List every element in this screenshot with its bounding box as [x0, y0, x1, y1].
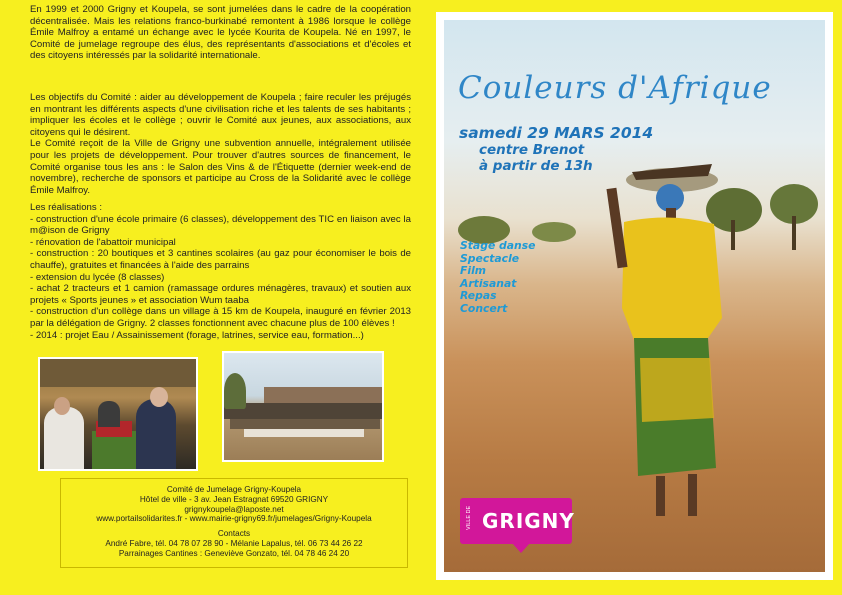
logo-ville-de: VILLE DE [466, 505, 472, 530]
realisation-item: - 2014 : projet Eau / Assainissement (forage, latrines, service eau, formation...) [30, 329, 364, 341]
intro-text: En 1999 et 2000 Grigny et Koupela, se sont jumelées dans le cadre de la coopération décentralisée. Mais les relations franco-burkinabé remontent à 1986 lorsque le collège Émile Malfroy a entamé un échange avec le lycée Kourita de Koupela. Né en 1997, le Comité de jumelage regroupe des élus, des représentants d'associations et d'écoles et des citoyens intéressés par la solidarité internationale. [30, 4, 411, 62]
realisation-item: - extension du lycée (8 classes) [30, 271, 165, 283]
realisations-section [30, 202, 411, 341]
activity-item: Concert [460, 301, 508, 315]
intro-paragraph [30, 4, 411, 62]
activity-item: Artisanat [460, 276, 517, 290]
poster-frame [436, 12, 833, 580]
org-name: Comité de Jumelage Grigny-Koupela [166, 485, 302, 494]
crowd-photo [222, 351, 384, 462]
objectives-section [30, 92, 411, 196]
org-address: Hôtel de ville - 3 av. Jean Estragnat 69520 GRIGNY [139, 494, 329, 504]
meeting-photo [38, 357, 198, 471]
contacts-line: Parrainages Cantines : Geneviève Gonzato, tél. 04 78 46 24 20 [118, 548, 350, 558]
activity-item: Repas [460, 289, 497, 302]
realisation-item: - achat 2 tracteurs et 1 camion (ramassage ordures ménagères, travaux) et soutien aux projets « Sports jeunes » et association Wum taaba [30, 283, 411, 306]
activity-item: Film [460, 264, 487, 277]
grigny-logo [460, 498, 575, 544]
activities-list [460, 240, 535, 315]
poster-title: Couleurs d'Afrique [458, 70, 772, 106]
funding-text: Le Comité reçoit de la Ville de Grigny une subvention annuelle, intégralement utilisée pour les projets de développement. Pour trouver d'autres sources de financement, le Comité organise tous les ans : le Salon des Vins & de l'Étiquette (dernier week-end de novembre), recherche de sponsors et participe au Cross de la Solidarité avec le collège Émile Malfroy. [30, 138, 411, 196]
org-email[interactable]: grignykoupela@laposte.net [184, 504, 284, 514]
event-date: samedi 29 MARS 2014 [459, 124, 654, 142]
realisation-item: - rénovation de l'abattoir municipal [30, 236, 176, 248]
objectives-text: Les objectifs du Comité : aider au développement de Koupela ; faire reculer les préjugés en montrant les différents aspects d'une civilisation riche et les talents de ses habitants ; impliquer les écoles et le collège ; ouvrir le Comité aux jeunes, aux associations, aux citoyens qui le désirent. [30, 92, 411, 138]
org-websites[interactable]: www.portailsolidarites.fr - www.mairie-grigny69.fr/jumelages/Grigny-Koupela [96, 514, 372, 524]
realisation-item: - construction : 20 boutiques et 3 cantines scolaires (au gaz pour économiser le bois de chauffe), gratuites et financées à l'aide des parrains [30, 248, 411, 271]
contacts-line: André Fabre, tél. 04 78 07 28 90 - Mélanie Lapalus, tél. 06 73 44 26 22 [105, 538, 363, 548]
event-time: à partir de 13h [479, 158, 593, 174]
contacts-title: Contacts [217, 529, 251, 539]
woman-illustration [604, 158, 744, 538]
realisations-title: Les réalisations : [30, 202, 102, 213]
activity-item: Stage danse [460, 239, 536, 252]
activity-item: Spectacle [460, 251, 520, 265]
realisation-item: - construction d'une école primaire (6 classes), développement des TIC en liaison avec la m@ison de Grigny [30, 213, 411, 237]
event-details [459, 124, 653, 174]
event-location: centre Brenot [479, 142, 585, 158]
logo-grigny: GRIGNY [482, 509, 575, 533]
poster [444, 20, 825, 572]
realisation-item: - construction d'un collège dans un village à 15 km de Koupela, inauguré en février 2013 par la délégation de Grigny. 2 classes fonctionnent avec chacune plus de 100 élèves ! [30, 306, 411, 329]
contact-box [60, 478, 408, 568]
